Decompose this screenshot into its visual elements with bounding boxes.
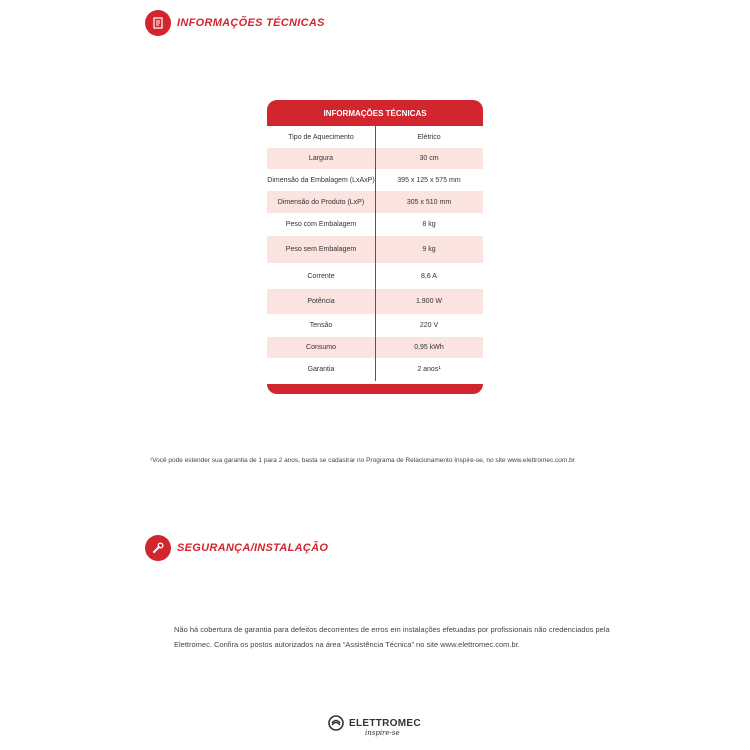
row-value: 395 x 125 x 575 mm — [397, 176, 461, 184]
row-label: Dimensão do Produto (LxP) — [277, 198, 365, 206]
row-value: 8,6 A — [421, 272, 437, 280]
safety-text: Não há cobertura de garantia para defeitos decorrentes de erros em instalações efetuadas por profissionais não credenciados pela Elettromec. Confira os postos autorizados na área “Assistência Técnica” no site www.elettromec.com.br. — [174, 625, 610, 649]
row-value: 9 kg — [422, 246, 436, 253]
table-footer-bar — [267, 384, 483, 394]
row-label: Tipo de Aquecimento — [288, 133, 354, 141]
table-body — [267, 126, 483, 381]
row-value: Elétrico — [417, 133, 441, 141]
row-label: Tensão — [309, 322, 333, 329]
table-header: INFORMAÇÕES TÉCNICAS — [267, 100, 483, 126]
warranty-footnote: ¹Você pode estender sua garantia de 1 para 2 anos, basta se cadastrar no Programa de Relacionamento Inspire-se, no site www.elettromec.com.br — [150, 457, 575, 464]
row-value: 30 cm — [419, 155, 439, 162]
logo-brand: ELETTROMEC — [349, 717, 421, 729]
document-icon — [145, 10, 171, 36]
row-label: Corrente — [307, 272, 335, 280]
section-header-technical-info — [145, 10, 325, 36]
logo-tagline: inspire-se — [365, 728, 400, 737]
row-value: 2 anos¹ — [417, 366, 441, 373]
elettromec-logo-icon — [328, 715, 344, 731]
row-label: Consumo — [306, 344, 336, 351]
row-value: 0,95 kWh — [414, 344, 444, 351]
elettromec-logo — [328, 715, 421, 737]
row-label: Peso sem Embalagem — [285, 246, 357, 253]
section-title: SEGURANÇA/INSTALAÇÃO — [177, 542, 329, 554]
technical-info-table — [267, 100, 483, 394]
row-label: Garantia — [307, 366, 335, 373]
section-title: INFORMAÇÕES TÉCNICAS — [177, 17, 325, 29]
wrench-icon — [145, 535, 171, 561]
row-value: 8 kg — [422, 221, 436, 228]
section-header-safety-installation — [145, 535, 328, 561]
row-label: Peso com Embalagem — [285, 221, 357, 228]
row-value: 220 V — [419, 322, 439, 329]
row-value: 305 x 510 mm — [406, 198, 452, 206]
row-value: 1.900 W — [415, 298, 443, 305]
row-label: Dimensão da Embalagem (LxAxP) — [267, 176, 375, 184]
column-divider — [375, 126, 376, 381]
row-label: Largura — [308, 155, 334, 162]
row-label: Potência — [307, 298, 335, 305]
